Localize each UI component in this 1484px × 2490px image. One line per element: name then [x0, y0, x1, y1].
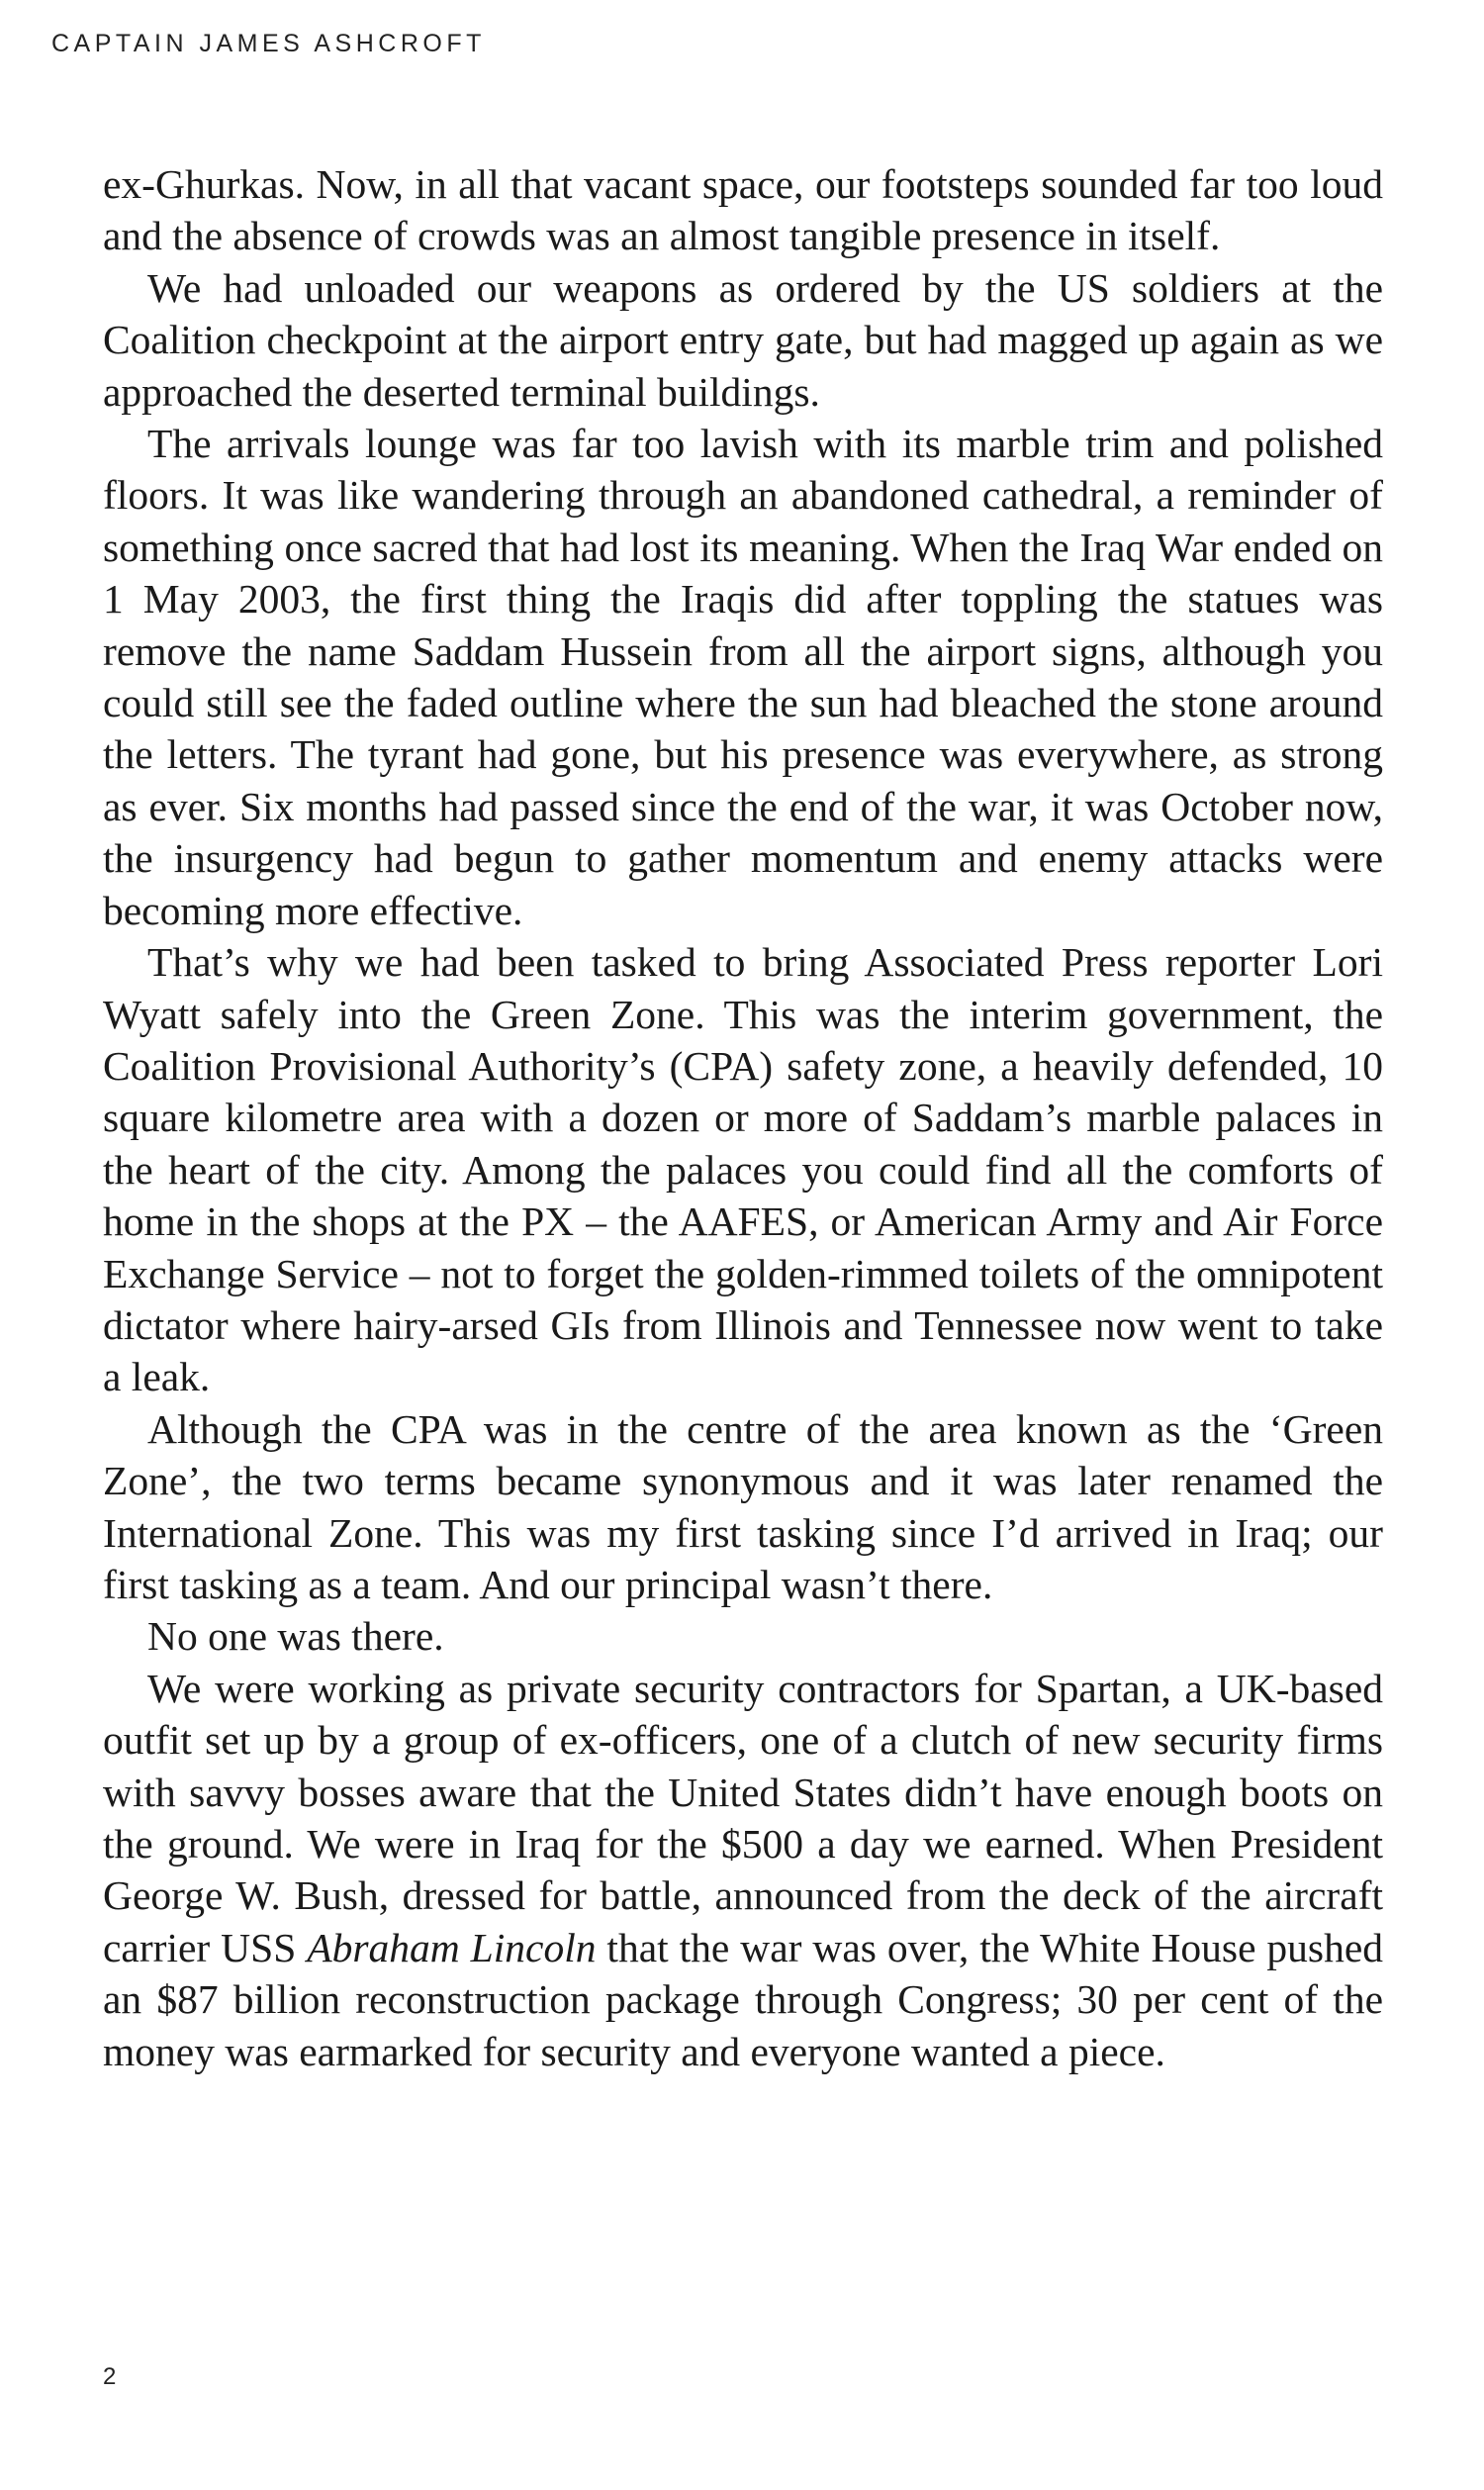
paragraph: No one was there.	[147, 1613, 444, 1660]
body-text	[103, 158, 1383, 2077]
ship-name: Abraham Lincoln	[307, 1924, 597, 1970]
paragraph	[103, 1663, 1383, 2077]
paragraph: Although the CPA was in the centre of the area known as the ‘Green Zone’, the two terms became synonymous and it was later renamed the International Zone. This was my first tasking since I’d arrived in Iraq; our first tasking as a team. And our principal wasn’t there.	[103, 1405, 1383, 1607]
page-number: 2	[103, 2363, 117, 2390]
paragraph-text: that the war was over, the White House pushed an $87 billion reconstruction package through Congress; 30 per cent of the money was earmarked for security and everyone wanted a piece.	[103, 1924, 1384, 2074]
paragraph: We had unloaded our weapons as ordered by the US soldiers at the Coalition checkpoint at the airport entry gate, but had magged up again as we approached the deserted terminal buildings.	[103, 264, 1383, 415]
paragraph: ex-Ghurkas. Now, in all that vacant space, our footsteps sounded far too loud and the absence of crowds was an almost tangible presence in itself.	[103, 161, 1383, 259]
running-head: CAPTAIN JAMES ASHCROFT	[51, 30, 486, 57]
paragraph: The arrivals lounge was far too lavish with its marble trim and polished floors. It was like wandering through an abandoned cathedral, a reminder of something once sacred that had lost its meaning. When the Iraq War ended on 1 May 2003, the first thing the Iraqis did after toppling the statues was remove the name Saddam Hussein from all the airport signs, although you could still see the faded outline where the sun had bleached the stone around the letters. The tyrant had gone, but his presence was everywhere, as strong as ever. Six months had passed since the end of the war, it was October now, the insurgency had begun to gather momentum and enemy attacks were becoming more effective.	[103, 421, 1383, 933]
paragraph: That’s why we had been tasked to bring Associated Press reporter Lori Wyatt safely into the Green Zone. This was the interim government, the Coalition Provisional Authority’s (CPA) safety zone, a heavily defended, 10 square kilometre area with a dozen or more of Saddam’s marble palaces in the heart of the city. Among the palaces you could find all the comforts of home in the shops at the PX – the AAFES, or American Army and Air Force Exchange Service – not to forget the golden-rimmed toilets of the omnipotent dictator where hairy-arsed GIs from Illinois and Tennessee now went to take a leak.	[103, 939, 1383, 1400]
paragraph-text: We were working as private security contractors for Spartan, a UK-based outfit set up by a group of ex-officers, one of a clutch of new security firms with savvy bosses aware that the United States didn’t have enough boots on the ground. We were in Iraq for the $500 a day we earned. When President George W. Bush, dressed for battle, announced from the deck of the aircraft carrier USS	[103, 1665, 1383, 1970]
